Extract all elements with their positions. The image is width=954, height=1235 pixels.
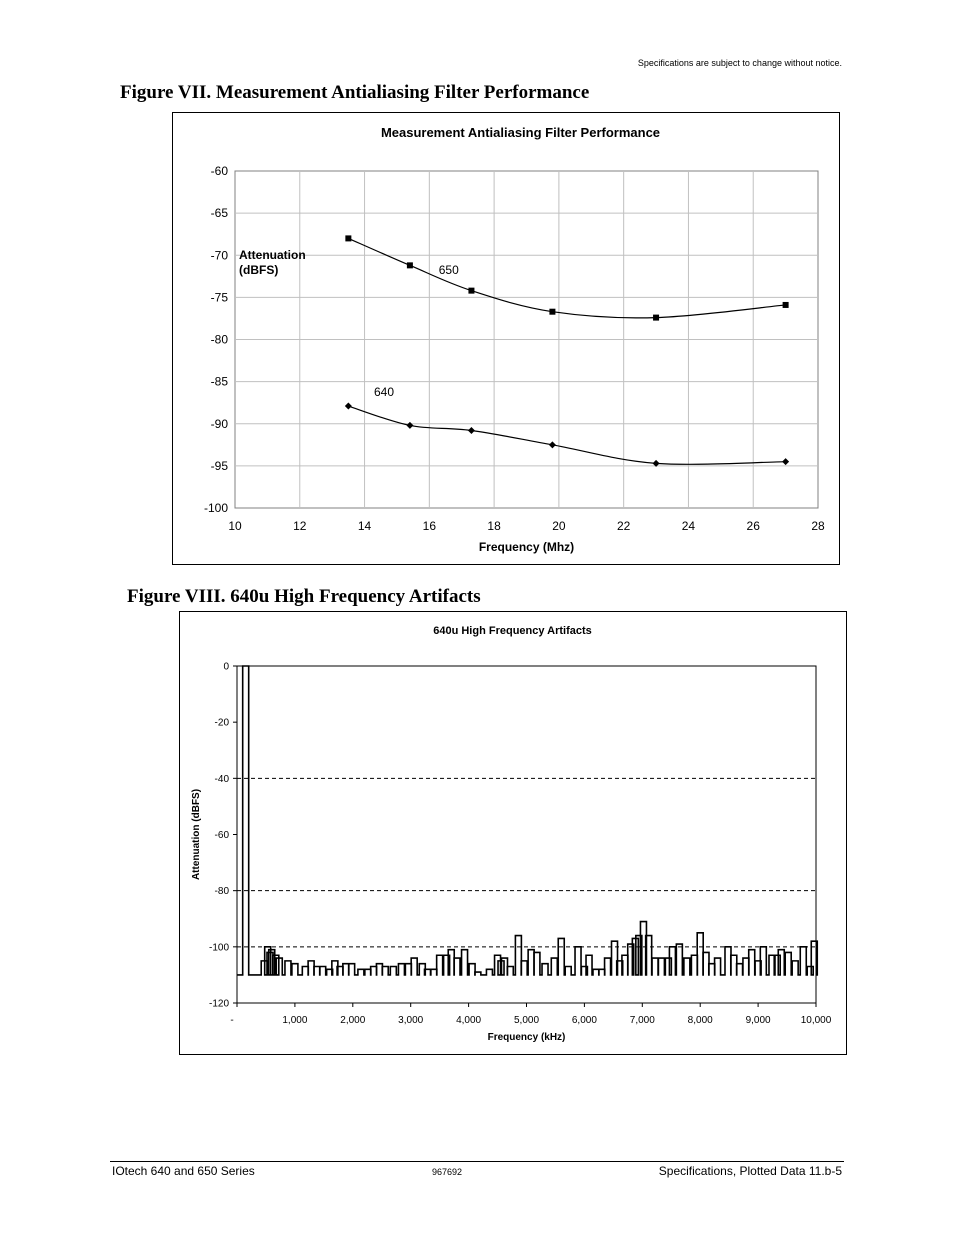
y-tick-label: -95: [210, 458, 228, 473]
artifacts-chart: [180, 612, 846, 1054]
x-tick-label: 20: [552, 519, 566, 533]
y-tick-label: 0: [223, 661, 229, 673]
x-tick-label: 28: [811, 519, 825, 533]
data-point-650: [549, 309, 555, 315]
series-label-640: 640: [373, 384, 395, 399]
y-axis-label-line: (dBFS): [239, 263, 279, 277]
data-point-650: [468, 288, 474, 294]
x-tick-label: 7,000: [629, 1015, 655, 1026]
x-tick-label: 5,000: [513, 1015, 540, 1026]
x-tick-label: 4,000: [456, 1015, 482, 1026]
chart-title: Measurement Antialiasing Filter Performance: [380, 125, 661, 140]
footer-section: Specifications, Plotted Data 11.b-5: [658, 1164, 842, 1178]
y-tick-label: -60: [214, 830, 229, 841]
y-tick-label: -40: [214, 773, 229, 785]
data-point-650: [653, 315, 659, 321]
footer-doc-number: 967692: [432, 1167, 463, 1177]
y-tick-label: -100: [203, 501, 228, 515]
y-axis-label: Attenuation (dBFS): [191, 788, 202, 881]
y-tick-label: -80: [214, 886, 229, 898]
artifacts-chart-frame: [179, 611, 847, 1055]
x-tick-label: 1,000: [282, 1015, 308, 1026]
data-point-650: [407, 262, 413, 268]
x-tick-label: 12: [293, 519, 307, 533]
chart-title: 640u High Frequency Artifacts: [433, 625, 592, 637]
x-tick-label: 10: [228, 519, 242, 533]
x-tick-label: 6,000: [571, 1015, 597, 1026]
x-tick-label: 3,000: [398, 1015, 424, 1026]
y-tick-label: -60: [210, 164, 228, 178]
data-point-650: [345, 235, 351, 241]
footer-rule: [110, 1161, 844, 1162]
footer-product: IOtech 640 and 650 Series: [112, 1164, 255, 1178]
antialiasing-chart: [173, 113, 839, 564]
y-tick-label: -100: [208, 942, 229, 954]
y-tick-label: -80: [210, 332, 228, 347]
y-tick-label: -65: [210, 206, 228, 221]
y-tick-label: -75: [210, 290, 228, 305]
x-tick-label: 26: [746, 519, 760, 533]
y-tick-label: -20: [214, 717, 229, 729]
x-tick-label: 24: [681, 519, 696, 533]
x-tick-label: -: [230, 1015, 234, 1026]
antialiasing-chart-frame: [172, 112, 840, 565]
x-tick-label: 2,000: [340, 1015, 366, 1026]
data-point-650: [783, 302, 789, 308]
x-tick-label: 10,000: [800, 1015, 832, 1026]
plot-area: [237, 666, 816, 1003]
y-tick-label: -85: [210, 374, 228, 389]
x-tick-label: 8,000: [687, 1015, 713, 1026]
figure-vii-caption: Figure VII. Measurement Antialiasing Filter Performance: [120, 82, 590, 103]
y-tick-label: -120: [208, 998, 229, 1010]
x-tick-label: 9,000: [745, 1015, 771, 1026]
x-tick-label: 16: [422, 519, 437, 533]
series-label-650: 650: [438, 262, 459, 277]
y-axis-label-line: Attenuation: [239, 248, 306, 262]
figure-viii-caption: Figure VIII. 640u High Frequency Artifacts: [127, 586, 481, 607]
x-axis-label: Frequency (kHz): [487, 1032, 566, 1043]
y-tick-label: -70: [210, 248, 228, 263]
x-tick-label: 18: [487, 519, 501, 533]
disclaimer-text: Specifications are subject to change without notice.: [637, 58, 842, 68]
y-tick-label: -90: [210, 416, 228, 431]
x-tick-label: 14: [357, 519, 372, 533]
x-tick-label: 22: [616, 519, 631, 533]
x-axis-label: Frequency (Mhz): [478, 540, 575, 554]
